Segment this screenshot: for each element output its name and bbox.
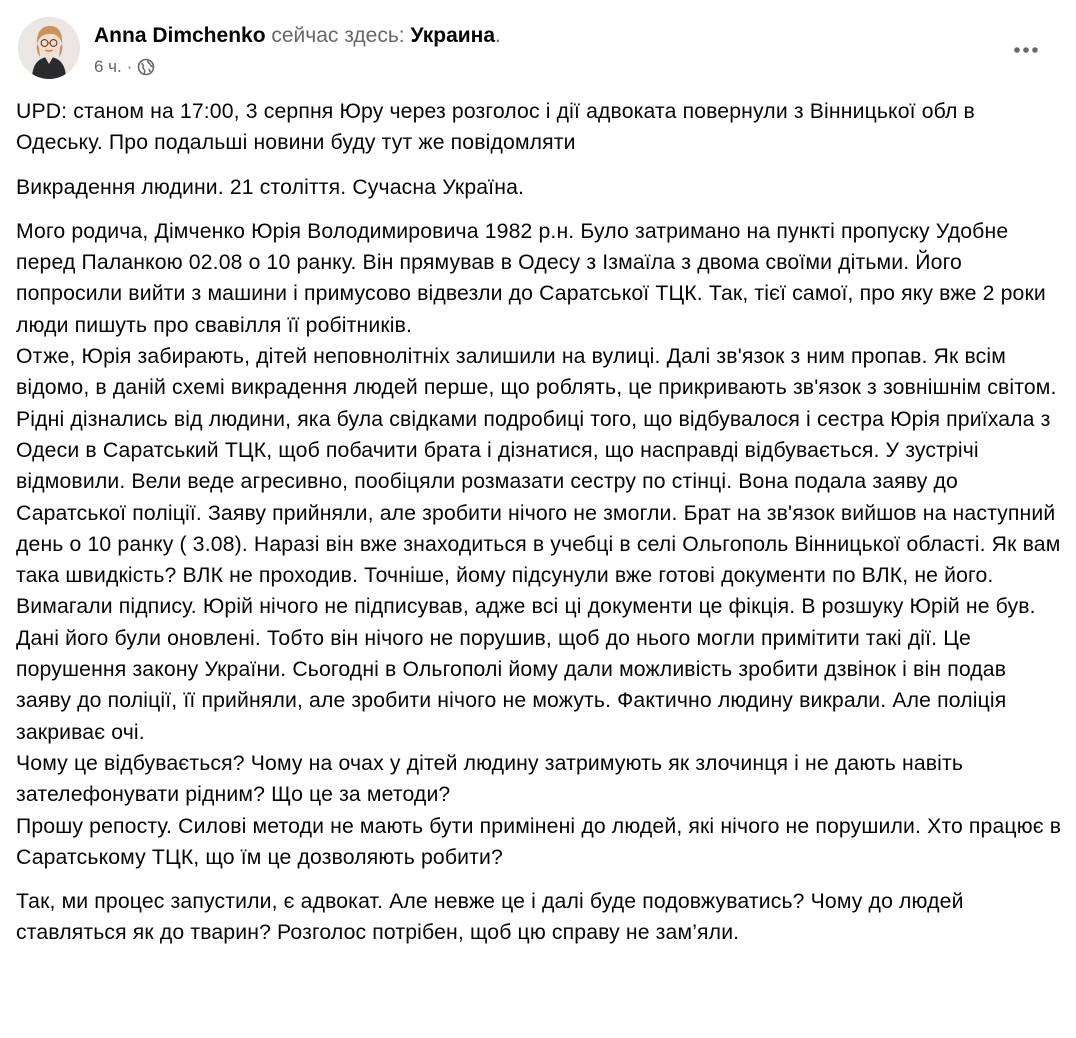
post-text — [16, 96, 1062, 962]
author-line — [94, 23, 501, 49]
avatar-portrait-icon — [18, 17, 80, 79]
meta-separator: · — [126, 57, 133, 76]
post-paragraph-story: Мого родича, Дімченко Юрія Володимировича 1982 р.н. Було затримано на пункті пропуску Удобне перед Паланкою 02.08 о 10 ранку. Він прямував в Одесу з Ізмаїла з двома своїми дітьми. Його попросили вийти з машини і примусово відвезли до Саратської ТЦК. Так, тієї самої, про яку вже 2 роки люди пишуть про свавілля її робітників. Отже, Юрія забирають, дітей неповнолітніх залишили на вулиці. Далі зв'язок з ним пропав. Як всім відомо, в даній схемі викрадення людей перше, що роблять, це прикривають зв'язок з зовнішнім світом. Рідні дізнались від людини, яка була свідками подробиці того, що відбувалося і сестра Юрія приїхала з Одеси в Саратський ТЦК, щоб побачити брата і дізнатися, що насправді відбувається. У зустрічі відмовили. Вели веде агресивно, пообіцяли розмазати сестру по стінці. Вона подала заяву до Саратської поліції. Заяву прийняли, але зробити нічого не змогли. Брат на зв'язок вийшов на наступний день о 10 ранку ( 3.08). Наразі він вже знаходиться в учебці в селі Ольгополь Вінницької області. Як вам така швидкість? ВЛК не проходив. Точніше, йому підсунули вже готові документи по ВЛК, не його. Вимагали підпису. Юрій нічого не підписував, адже всі ці документи це фікція. В розшуку Юрій не був. Дані його були оновлені. Тобто він нічого не порушив, щоб до нього могли примітити такі дії. Це порушення закону України. Сьогодні в Ольгополі йому дали можливість зробити дзвінок і він подав заяву до поліції, її прийняли, але зробити нічого не можуть. Фактично людину викрали. Але поліція закриває очі. Чому це відбувається? Чому на очах у дітей людину затримують як злочинця і не дають навіть зателефонувати рідним? Що це за методи? Прошу репосту. Силові методи не мають бути примінені до людей, які нічого не порушили. Хто працює в Саратському ТЦК, що їм це дозволяють робити? — [16, 219, 1062, 869]
author-location-link[interactable]: Украина — [410, 24, 496, 47]
post-paragraph-closing: Так, ми процес запустили, є адвокат. Але невже це і далі буде подовжуватись? Чому до людей ставляться як до тварин? Розголос потрібен, щоб цю справу не зам’яли. — [16, 890, 964, 945]
post-timestamp[interactable]: 6 ч. — [94, 57, 122, 76]
more-horizontal-icon — [1013, 46, 1039, 54]
post-header — [18, 17, 1058, 87]
post-meta — [94, 56, 155, 78]
author-avatar[interactable] — [18, 17, 80, 79]
author-name-link[interactable]: Anna Dimchenko — [94, 24, 266, 47]
author-period: . — [495, 24, 501, 47]
globe-icon[interactable] — [137, 58, 155, 76]
author-status: сейчас здесь: — [271, 24, 405, 47]
post-paragraph-headline: Викрадення людини. 21 століття. Сучасна Україна. — [16, 175, 525, 199]
more-options-button[interactable] — [1006, 35, 1046, 65]
post-paragraph-update: UPD: станом на 17:00, 3 серпня Юру через розголос і дії адвоката повернули з Вінницької обл в Одеську. Про подальші новини буду тут же повідомляти — [16, 100, 975, 155]
